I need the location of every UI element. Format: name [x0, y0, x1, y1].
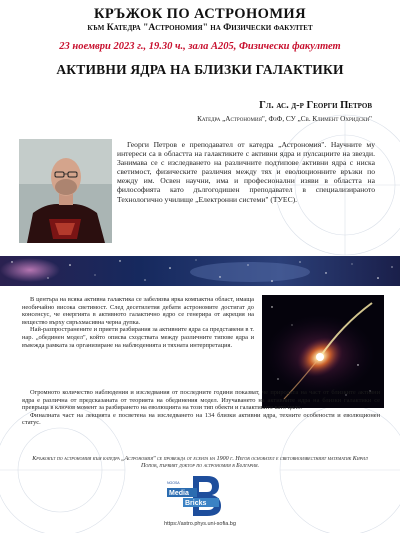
club-subtitle: към Катедра "Астрономия" на Физически факултет: [87, 23, 313, 33]
body-paragraph: Най-разпространените и приети разбирания за активните ядра са представени в т. нар. „обединен модел", който описва сходствата между различните типове ядра и въвежда рамката за организиране на наблюденията и тяхната интерпретация.: [22, 326, 254, 349]
body-paragraph: Финалната част на лекцията е посветена на изследването на 134 близки активни ядра, техните особености и еволюционен статус.: [22, 411, 380, 427]
speaker-affiliation: Катедра „Астрономия", ФзФ, СУ „Св. Климент Охридски": [197, 115, 372, 123]
logo-text-small: NGOSA: [167, 481, 180, 485]
logo-text-media: Media: [169, 490, 189, 497]
event-details: 23 ноември 2023 г., 19.30 ч., зала А205, Физически факултет: [59, 41, 341, 52]
logo-text-bricks: Bricks: [185, 500, 207, 507]
body-column-left: [22, 296, 254, 349]
speaker-bio: Георги Петров е преподавател от катедра „Астрономия". Научните му интереси са в областта на галактиките с активни ядра и пулсациите на звезди. Занимава се с изследването на различните подтипове активни ядра с ниска светимост, физическите различия между тях и еволюционните връзки по между им. Освен научни, има и професионални изяви в областта на философията като дългогодишен преподавател в специализираното Технологично училище „Електронни системи" (ТУЕС).: [117, 140, 375, 204]
website-url[interactable]: https://astro.phys.uni-sofia.bg: [164, 521, 236, 527]
lecture-title: АКТИВНИ ЯДРА НА БЛИЗКИ ГАЛАКТИКИ: [56, 62, 344, 77]
decorative-star-band: [0, 256, 400, 286]
speaker-block: [197, 99, 372, 124]
body-column-wide: [22, 389, 380, 427]
body-paragraph: Огромното количество наблюдения и изследвания от последните години показват, че природата на част от близките активни ядра е различна от предсказаната от теорията на обединения модел. Изучаването на активните ядра на близки галактики се превръща в ключов момент за разбирането на еволюцията на този тип обекти и галактиките като цяло.: [22, 389, 380, 412]
header: [0, 6, 400, 78]
club-history-note: Кръжокът по астрономия към катедра „Астрономия" се провежда от есента на 1900 г. Негов основател е световноизвестният математик Кирил Попов, първият доктор по астрономия в България.: [32, 456, 368, 470]
media-bricks-logo: [161, 474, 239, 518]
speaker-photo: [19, 139, 112, 243]
speaker-name: Гл. ас. д-р Георги Петров: [259, 100, 372, 111]
club-title: КРЪЖОК ПО АСТРОНОМИЯ: [94, 6, 306, 22]
body-paragraph: В центъра на всяка активна галактика се забелязва ярка компактна област, имаща необичайно висока светимост. След десетилетия дебати астрономите достигат до консенсус, че енергията в активното галактично ядро се генерира от акреция на вещество върху свръхмасивна черна дупка.: [22, 296, 254, 326]
